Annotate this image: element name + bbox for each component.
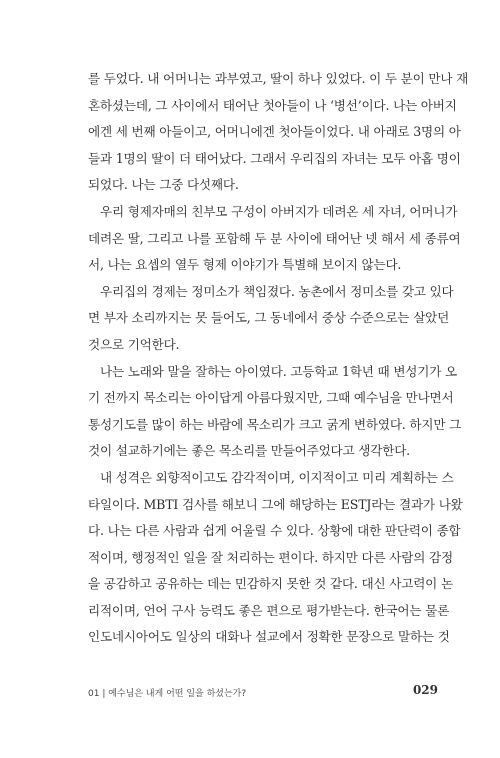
text-line: 면 부자 소리까지는 못 들어도, 그 동네에서 중상 수준으로는 살았던 <box>88 310 450 326</box>
paragraph <box>88 359 462 465</box>
text-line: 를 두었다. 내 어머니는 과부였고, 딸이 하나 있었다. 이 두 분이 만나 재 <box>88 71 469 86</box>
text-line: 혼하셨는데, 그 사이에서 태어난 첫아들이 나 ‘병선’이다. 나는 아버지 <box>88 97 457 113</box>
text-line: 들과 1명의 딸이 더 태어났다. 그래서 우리집의 자녀는 모두 아홉 명이 <box>88 150 461 166</box>
text-line: 우리 형제자매의 친부모 구성이 아버지가 데려온 세 자녀, 어머니가 <box>100 203 458 219</box>
text-line: 리적이며, 언어 구사 능력도 좋은 편으로 평가받는다. 한국어는 물론 <box>88 602 450 618</box>
body-text <box>88 66 469 651</box>
paragraph <box>88 66 469 199</box>
text-line: 것으로 기억한다. <box>88 336 180 352</box>
text-line: 통성기도를 많이 하는 바람에 목소리가 크고 굵게 변하였다. 하지만 그 <box>88 416 462 432</box>
paragraph <box>88 199 461 279</box>
text-line: 기 전까지 목소리는 아이답게 아름다웠지만, 그때 예수님을 만나면서 <box>88 390 454 406</box>
text-line: 서, 나는 요셉의 열두 형제 이야기가 특별해 보이지 않는다. <box>88 257 402 273</box>
text-line: 타일이다. MBTI 검사를 해보니 그에 해당하는 ESTJ라는 결과가 나왔 <box>88 496 463 512</box>
text-line: 을 공감하고 공유하는 데는 민감하지 못한 것 같다. 대신 사고력이 논 <box>88 576 453 592</box>
paragraph <box>88 465 463 651</box>
page-number: 029 <box>412 683 438 697</box>
text-line: 다. 나는 다른 사람과 쉽게 어울릴 수 있다. 상황에 대한 판단력이 종합 <box>88 523 461 539</box>
text-line: 나는 노래와 말을 잘하는 아이였다. 고등학교 1학년 때 변성기가 오 <box>100 363 457 379</box>
text-line: 우리집의 경제는 정미소가 책임졌다. 농촌에서 정미소를 갖고 있다 <box>100 283 454 299</box>
running-footer-chapter: 01 | 예수님은 내게 어떤 일을 하셨는가? <box>88 689 247 699</box>
text-line: 내 성격은 외향적이고도 감각적이며, 이지적이고 미리 계획하는 스 <box>100 469 454 485</box>
text-line: 데려온 딸, 그리고 나를 포함해 두 분 사이에 태어난 넷 해서 세 종류여 <box>88 230 461 246</box>
text-line: 인도네시아어도 일상의 대화나 설교에서 정확한 문장으로 말하는 것 <box>88 629 450 645</box>
text-line: 적이며, 행정적인 일을 잘 처리하는 편이다. 하지만 다른 사람의 감정 <box>88 549 453 565</box>
text-line: 것이 설교하기에는 좋은 목소리를 만들어주었다고 생각한다. <box>88 443 410 459</box>
text-line: 에겐 세 번째 아들이고, 어머니에겐 첫아들이었다. 내 아래로 3명의 아 <box>88 124 461 140</box>
paragraph <box>88 279 454 359</box>
text-line: 되었다. 나는 그중 다섯째다. <box>88 177 239 193</box>
